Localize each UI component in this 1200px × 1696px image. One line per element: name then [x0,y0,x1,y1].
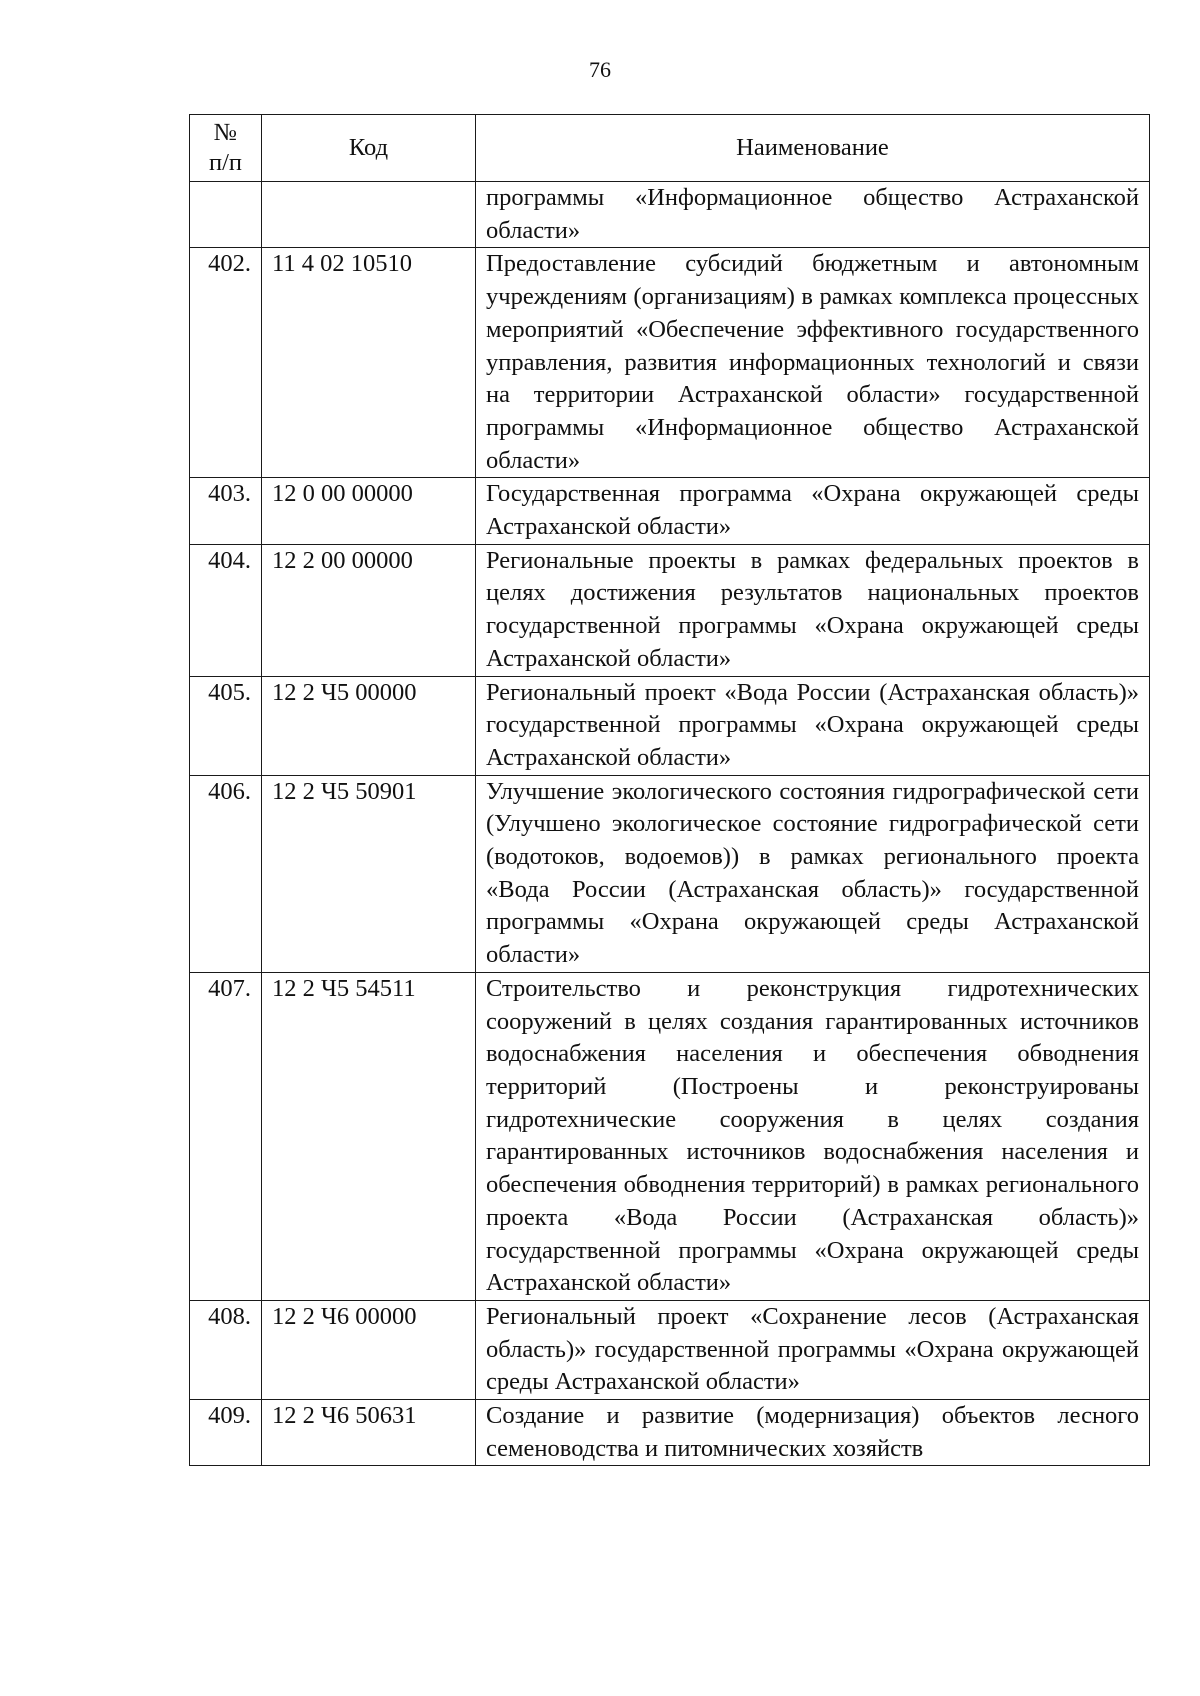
row-code: 12 2 Ч5 54511 [262,972,476,1300]
row-code [262,182,476,248]
row-code: 12 0 00 00000 [262,478,476,544]
table-row [190,676,1150,775]
table-body [190,182,1150,1466]
row-number: 408. [190,1300,262,1399]
row-number: 409. [190,1400,262,1466]
row-name: Региональный проект «Вода России (Астраханская область)» государственной программы «Охрана окружающей среды Астраханской области» [476,676,1150,775]
row-name: Предоставление субсидий бюджетным и автономным учреждениям (организациям) в рамках комплекса процессных мероприятий «Обеспечение эффективного государственного управления, развития информационных технологий и связи на территории Астраханской области» государственной программы «Информационное общество Астраханской области» [476,248,1150,478]
row-number: 407. [190,972,262,1300]
row-code: 12 2 Ч6 00000 [262,1300,476,1399]
row-code: 11 4 02 10510 [262,248,476,478]
table-row [190,1400,1150,1466]
row-name: Создание и развитие (модернизация) объектов лесного семеноводства и питомнических хозяйств [476,1400,1150,1466]
header-num-label: № п/п [208,119,243,176]
budget-codes-table [189,114,1150,1466]
row-name: Региональный проект «Сохранение лесов (Астраханская область)» государственной программы «Охрана окружающей среды Астраханской области» [476,1300,1150,1399]
header-num [190,115,262,182]
table-row [190,544,1150,676]
row-number: 405. [190,676,262,775]
table-row [190,775,1150,972]
table-row [190,182,1150,248]
header-name: Наименование [476,115,1150,182]
row-name: программы «Информационное общество Астраханской области» [476,182,1150,248]
row-name: Региональные проекты в рамках федеральных проектов в целях достижения результатов национальных проектов государственной программы «Охрана окружающей среды Астраханской области» [476,544,1150,676]
row-number [190,182,262,248]
row-name: Улучшение экологического состояния гидрографической сети (Улучшено экологическое состояние гидрографической сети (водотоков, водоемов)) в рамках регионального проекта «Вода России (Астраханская область)» государственной программы «Охрана окружающей среды Астраханской области» [476,775,1150,972]
table-row [190,972,1150,1300]
row-number: 406. [190,775,262,972]
row-number: 404. [190,544,262,676]
row-code: 12 2 Ч5 00000 [262,676,476,775]
page-number: 76 [589,57,611,82]
row-code: 12 2 Ч5 50901 [262,775,476,972]
table-row [190,1300,1150,1399]
table-header-row [190,115,1150,182]
row-name: Строительство и реконструкция гидротехнических сооружений в целях создания гарантированных источников водоснабжения населения и обеспечения обводнения территорий (Построены и реконструированы гидротехнические сооружения в целях создания гарантированных источников водоснабжения населения и обеспечения обводнения территорий) в рамках регионального проекта «Вода России (Астраханская область)» государственной программы «Охрана окружающей среды Астраханской области» [476,972,1150,1300]
row-number: 403. [190,478,262,544]
row-code: 12 2 00 00000 [262,544,476,676]
row-code: 12 2 Ч6 50631 [262,1400,476,1466]
row-name: Государственная программа «Охрана окружающей среды Астраханской области» [476,478,1150,544]
table-row [190,478,1150,544]
table-row [190,248,1150,478]
header-code: Код [262,115,476,182]
row-number: 402. [190,248,262,478]
